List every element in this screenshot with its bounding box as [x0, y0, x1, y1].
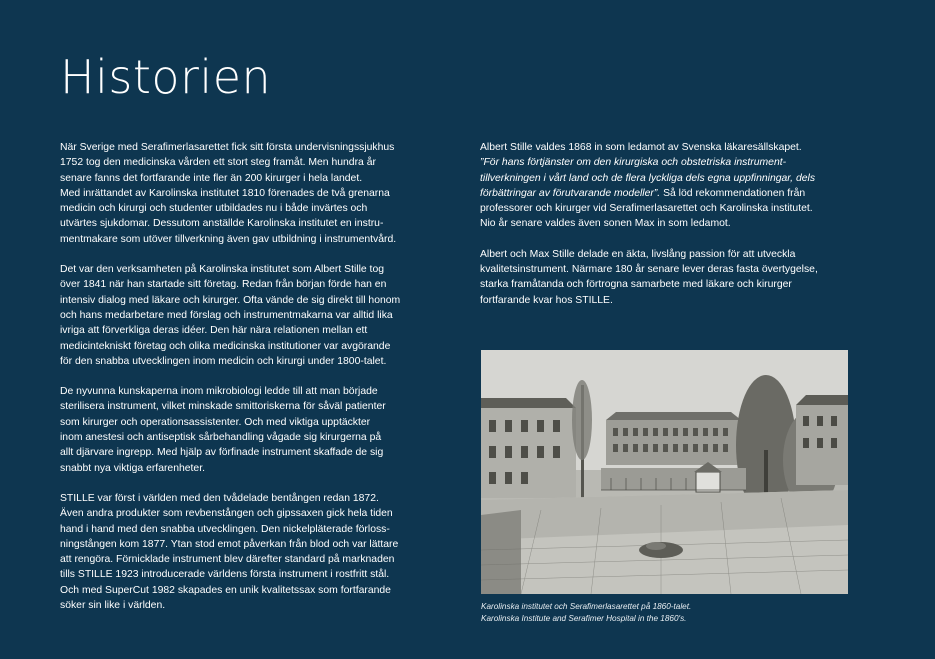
- caption-swedish: Karolinska institutet och Serafimerlasarettet på 1860-talet.: [481, 602, 692, 611]
- paragraph-membership: [480, 140, 855, 232]
- membership-quote: ”För hans förtjänster om den kirurgiska och obstetriska instrument- tillverkningen i vårt land och de flera lyckliga dels egna uppfinningar, dels förbättringar av förutvarande modeller”.: [480, 157, 816, 199]
- historical-engraving-image: [481, 350, 848, 594]
- image-caption: [481, 601, 861, 624]
- caption-english: Karolinska Institute and Serafimer Hospital in the 1860's.: [481, 613, 687, 623]
- paragraph-founding-history: När Sverige med Serafimerlasarettet fick sitt första undervisningssjukhus 1752 tog den medicinska vården ett stort steg framåt. Men hundra år senare fanns det fortfarande inte fler än 200 kirurger i hela landet. Med inrättandet av Karolinska institutet 1810 förenades de två grenarna medicin och kirurgi och studenter utbildades nu i både invärtes och utvärtes sjukdomar. Dessutom anställde Karolinska institutet en instru- mentmakare som utöver tillverkning även gav utbildning i instrumentvård.: [60, 142, 397, 245]
- left-text-column: [60, 140, 440, 628]
- paragraph-passion: Albert och Max Stille delade en äkta, livslång passion för att utveckla kvalitetsinstrument. Närmare 180 år senare lever deras fasta övertygelse, starka framåtanda och förtrogna samarbete med läkare och kirurger fortfarande kvar hos STILLE.: [480, 248, 818, 306]
- paragraph-albert-stille: Det var den verksamheten på Karolinska institutet som Albert Stille tog över 1841 när han startade sitt företag. Redan från början förde han en intensiv dialog med läkare och kirurger. Ofta vände de sig direkt till honom och hans medarbetare med förslag och instrumentmakarna var alltid lika ivriga att förverkliga deras idéer. Den här nära relationen mellan ett medicintekniskt företag och olika medicinska institutioner var avgörande för den snabba utvecklingen inom medicin och kirurgi under 1800-talet.: [60, 264, 401, 367]
- right-text-column: [480, 140, 855, 323]
- paragraph-innovations: STILLE var först i världen med den tvådelade bentången redan 1872. Även andra produkter som revbenstången och gipssaxen gick hela tiden hand i hand med den snabba utvecklingen. Den nickelpläterade förloss- ningstången kom 1877. Ytan stod emot påverkan från blod och var lättare att rengöra. Förnicklade instrument blev därefter standard på marknaden tills STILLE 1923 introducerade världens första instrument i rostfritt stål. Och med SuperCut 1982 skapades en unik kvalitetssax som fortfarande söker sin like i världen.: [60, 492, 399, 612]
- membership-tail: Så löd rekommendationen från professorer och kirurger vid Serafimerlasarettet och Karolinska institutet. Nio år senare valdes även sonen Max in som ledamot.: [480, 187, 813, 230]
- page-title: Historien: [60, 50, 272, 104]
- membership-lead: Albert Stille valdes 1868 in som ledamot av Svenska läkaresällskapet.: [480, 142, 802, 153]
- paragraph-microbiology: De nyvunna kunskaperna inom mikrobiologi ledde till att man började sterilisera instrument, vilket minskade smittoriskerna för såväl patienter som kirurger och operationsassistenter. Och med viktiga upptäckter inom anestesi och antiseptisk sårbehandling vågade sig kirurgerna på allt djärvare ingrepp. Med hjälp av förfinade instrument skaffade de sig snabbt nya viktiga erfarenheter.: [60, 386, 386, 474]
